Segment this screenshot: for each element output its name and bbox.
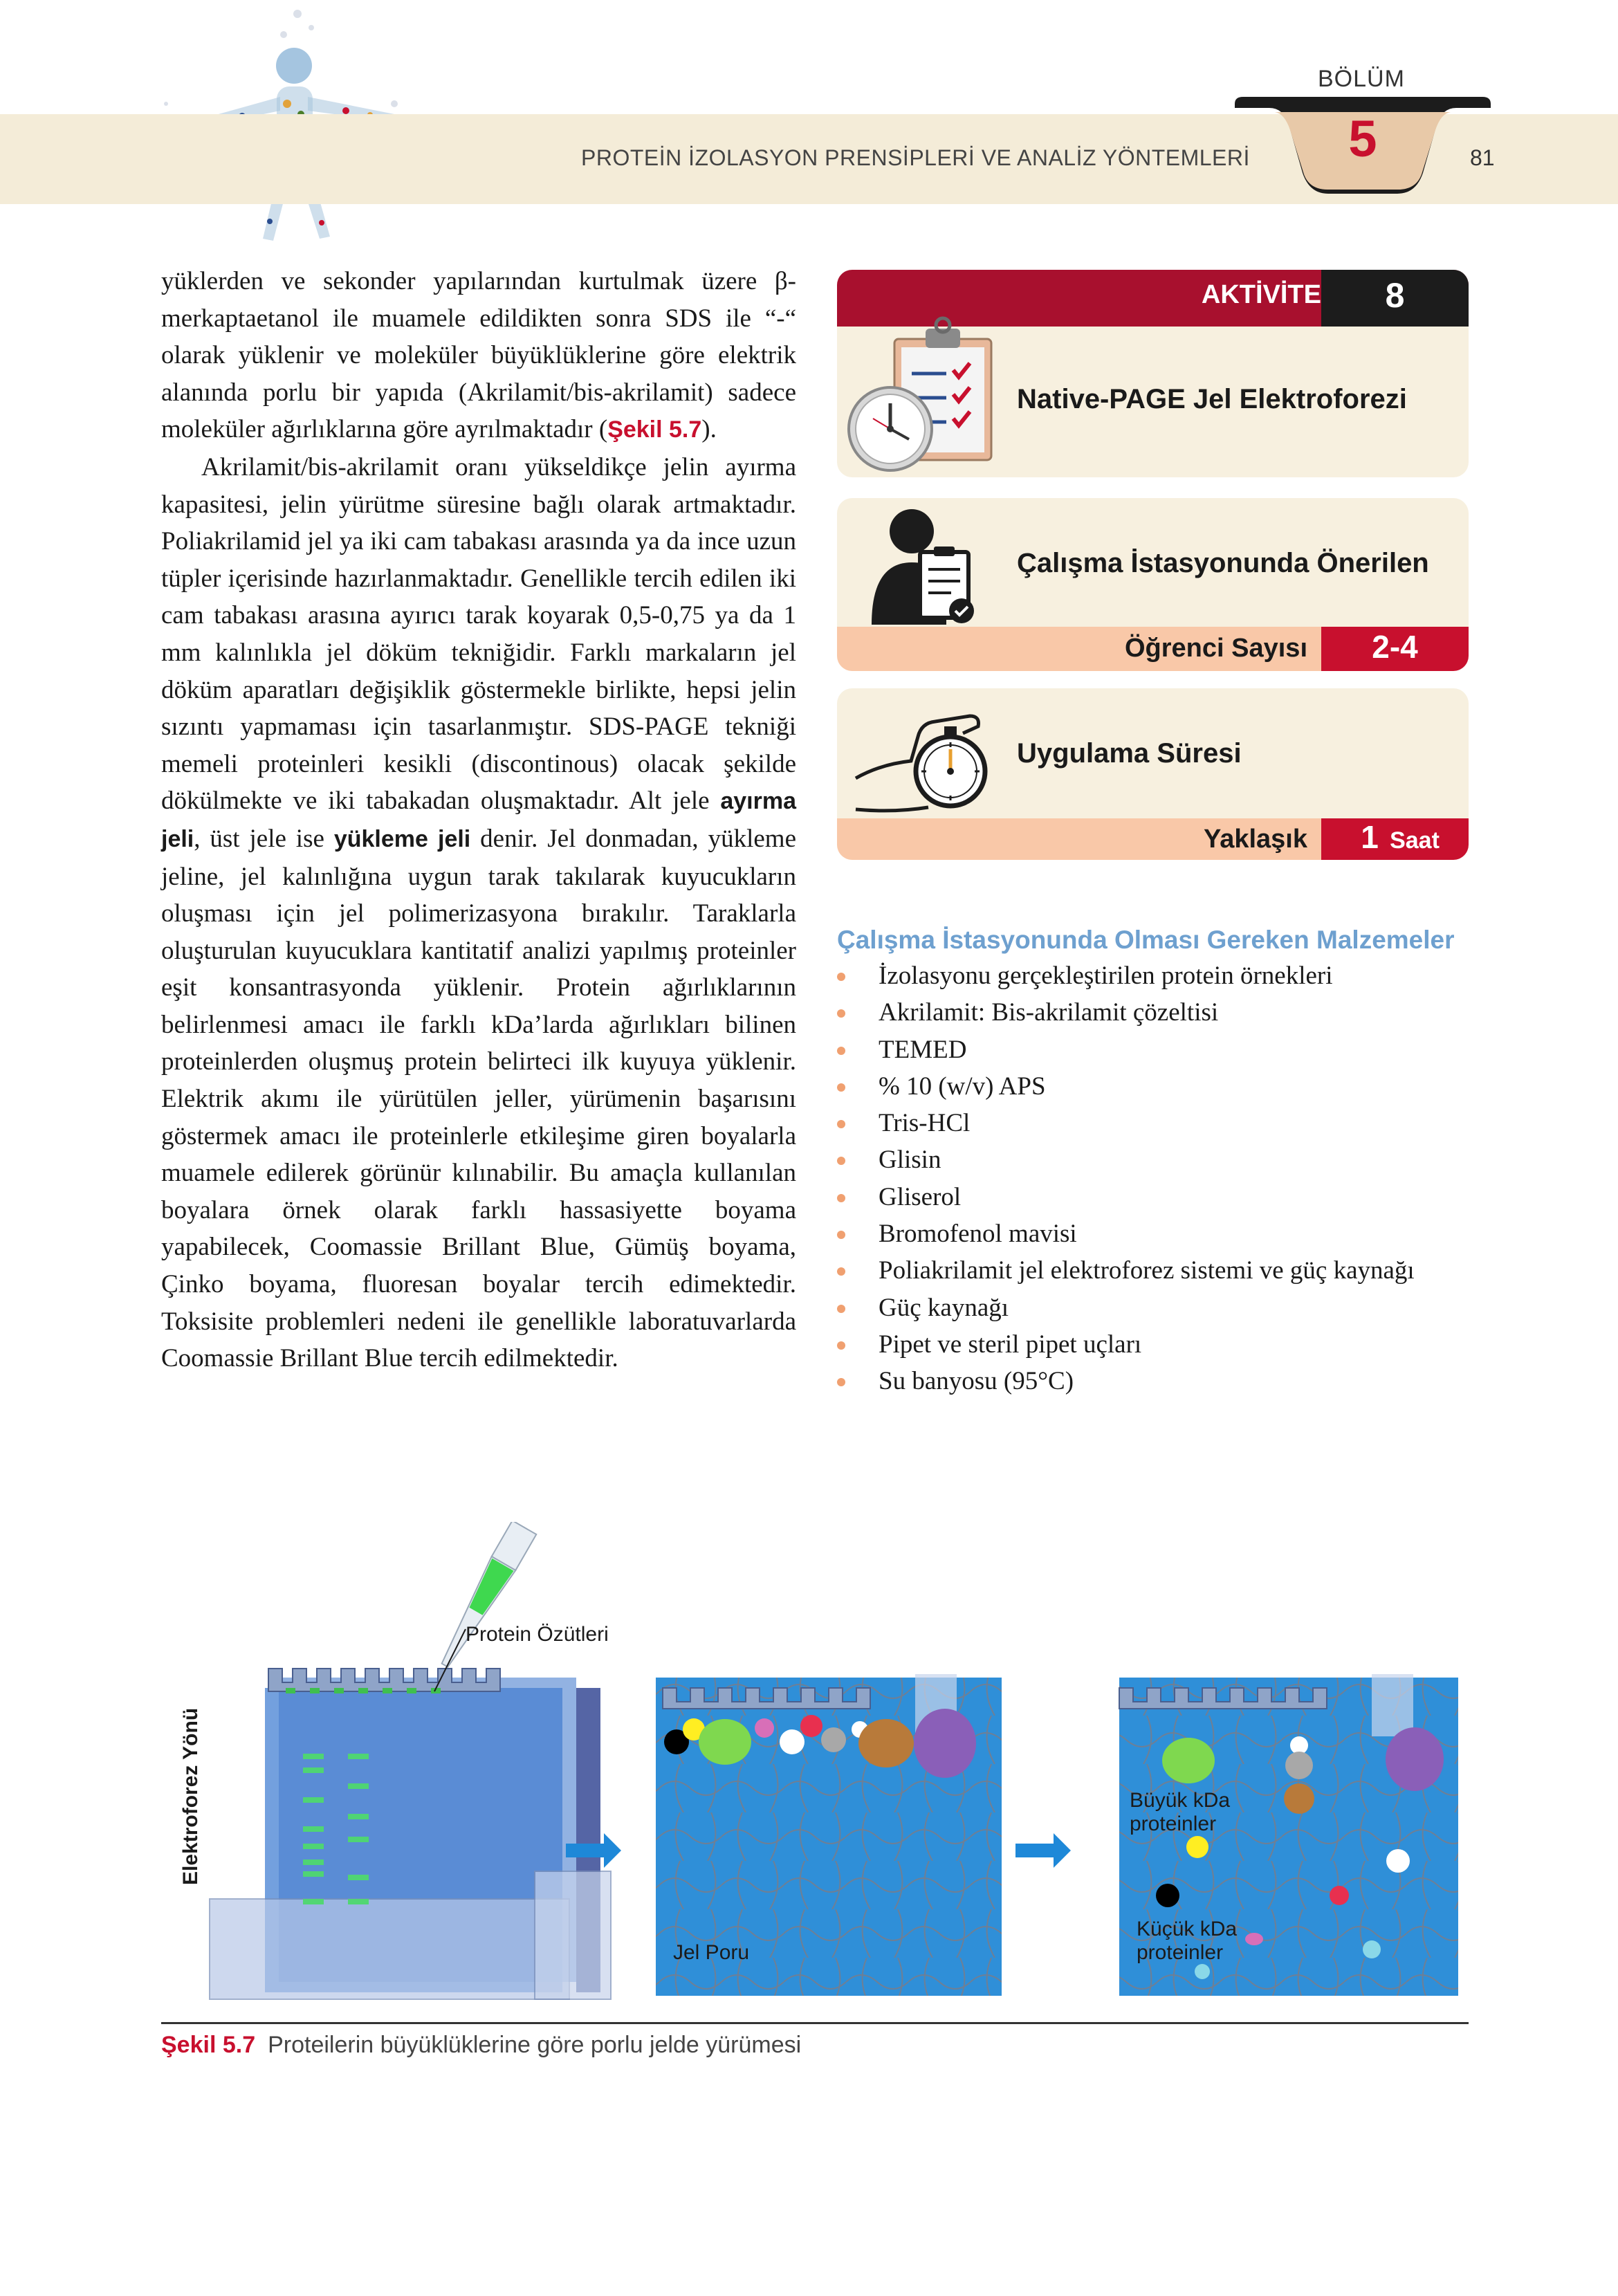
small-protein-label-2: proteinler: [1137, 1941, 1224, 1964]
running-title: PROTEİN İZOLASYON PRENSİPLERİ VE ANALİZ YÖNTEMLERİ: [581, 145, 1250, 170]
electrophoresis-figure: [161, 1522, 1469, 2006]
bolum-label: BÖLÜM: [1318, 66, 1405, 92]
station-title: Çalışma İstasyonunda Önerilen: [1017, 548, 1429, 578]
figure-caption-number: Şekil 5.7: [161, 2032, 256, 2058]
gel-cassette-panel: [210, 1522, 611, 1999]
materials-heading: Çalışma İstasyonunda Olması Gereken Malzemeler: [837, 926, 1455, 954]
figure-reference[interactable]: Şekil 5.7: [607, 416, 702, 443]
list-item: Glisin: [837, 1141, 1415, 1178]
figure-caption-text: Proteilerin büyüklüklerine göre porlu jelde yürümesi: [268, 2032, 802, 2058]
list-item: Gliserol: [837, 1179, 1415, 1215]
list-item: Akrilamit: Bis-akrilamit çözeltisi: [837, 994, 1415, 1031]
activity-title: Native-PAGE Jel Elektroforezi: [1017, 384, 1407, 414]
term-yukleme-jeli: yükleme jeli: [333, 825, 471, 852]
figure-rule: [161, 2022, 1469, 2024]
activity-label: AKTİVİTE: [1201, 280, 1321, 309]
separated-proteins-panel: [1119, 1674, 1458, 1996]
list-item: Poliakrilamit jel elektroforez sistemi ve güç kaynağı: [837, 1252, 1415, 1289]
person-clipboard-icon: [865, 504, 982, 628]
gel-pore-panel: [656, 1674, 1002, 1996]
axis-label: Elektroforez Yönü: [179, 1707, 202, 1885]
list-item: % 10 (w/v) APS: [837, 1068, 1415, 1105]
duration-value: 1: [1361, 819, 1379, 855]
materials-list: [837, 957, 1415, 1400]
list-item: Bromofenol mavisi: [837, 1215, 1415, 1252]
clock-icon: [845, 384, 935, 474]
arrow-icon: [1015, 1833, 1071, 1868]
body-text: [161, 263, 796, 1377]
approx-label: Yaklaşık: [1203, 825, 1307, 854]
list-item: Güç kaynağı: [837, 1289, 1415, 1326]
activity-number: 8: [1385, 276, 1405, 315]
figure-caption: [161, 2032, 801, 2059]
large-protein-label-2: proteinler: [1130, 1812, 1217, 1835]
list-item: TEMED: [837, 1031, 1415, 1068]
paragraph-1: yüklerden ve sekonder yapılarından kurtulmak üzere β-merkaptaetanol ile muamele edildikten sonra SDS ile “-“ olarak yüklenir ve moleküler büyüklüklerine göre elektrik alanında porlu bir yapıda (Akrilamit/bis-akrilamit) sadece moleküler ağırlıklarına göre ayrılmaktadır (Şekil 5.7).: [161, 267, 796, 444]
large-protein-label-1: Büyük kDa: [1130, 1789, 1231, 1812]
student-count-value: 2-4: [1372, 629, 1418, 665]
small-protein-label-1: Küçük kDa: [1137, 1918, 1238, 1940]
term-ayirma-jeli: ayırma jeli: [161, 788, 796, 852]
paragraph-2: Akrilamit/bis-akrilamit oranı yükseldikçe jelin ayırma kapasitesi, jelin yürütme süresine bağlı olarak artmaktadır. Poliakrilamid jel ya iki cam tabakası arasında ya da ince uzun tüpler içerisinde hazırlanmaktadır. Genellikle tercih edilen iki cam tabakası arasına ayırıcı tarak koyarak 0,5-0,75 ya da 1 mm kalınlıkla jel döküm tekniğidir. Farklı markaların jel döküm aparatları değişiklik göstermekle birlikte, hepsi jelin sızıntı yapmaması için tasarlanmıştır. SDS-PAGE tekniği memeli proteinleri kesikli (discontinous) olacak şekilde dökülmekte ve iki tabakadan oluşmaktadır. Alt jele ayırma jeli, üst jele ise yükleme jeli denir. Jel donmadan, yükleme jeline, jel kalınlığına uygun tarak takılarak kuyucukların oluşması için jel polimerizasyona bırakılır. Taraklarla oluşturulan kuyucuklara kantitatif analizi yapılmış proteinler eşit konsantrasyonda yüklenir. Protein ağırlıklarının belirlenmesi amacı ile farklı kDa’larda ağırlıkları bilinen proteinlerden oluşmuş protein belirteci ilk kuyuya yüklenir. Elektrik akımı ile yürütülen jeller, yürümenin başarısını göstermek amacı ile proteinlerle etkileşime giren boyalarla muamele edilerek görünür kılınabilir. Bu amaçla kullanılan boyalara örnek olarak farklı hassasiyette boyama yapabilecek, Coomassie Brillant Blue, Gümüş boyama, Çinko boyama, fluoresan boyalar tercih edimektedir. Toksisite problemleri nedeni ile genellikle laboratuvarlarda Coomassie Brillant Blue tercih edilmektedir.: [161, 452, 796, 1373]
list-item: Su banyosu (95°C): [837, 1363, 1415, 1399]
list-item: Pipet ve steril pipet uçları: [837, 1326, 1415, 1363]
chapter-number: 5: [1348, 110, 1377, 167]
list-item: Tris-HCl: [837, 1105, 1415, 1141]
student-count-label: Öğrenci Sayısı: [1124, 634, 1307, 663]
pipette-label: Protein Özütleri: [466, 1623, 609, 1646]
duration-title: Uygulama Süresi: [1017, 738, 1242, 769]
list-item: İzolasyonu gerçekleştirilen protein örnekleri: [837, 957, 1415, 994]
stopwatch-hand-icon: [852, 695, 1011, 823]
page-number: 81: [1470, 145, 1495, 170]
duration-unit: Saat: [1390, 827, 1440, 854]
gel-pore-label: Jel Poru: [673, 1941, 750, 1964]
